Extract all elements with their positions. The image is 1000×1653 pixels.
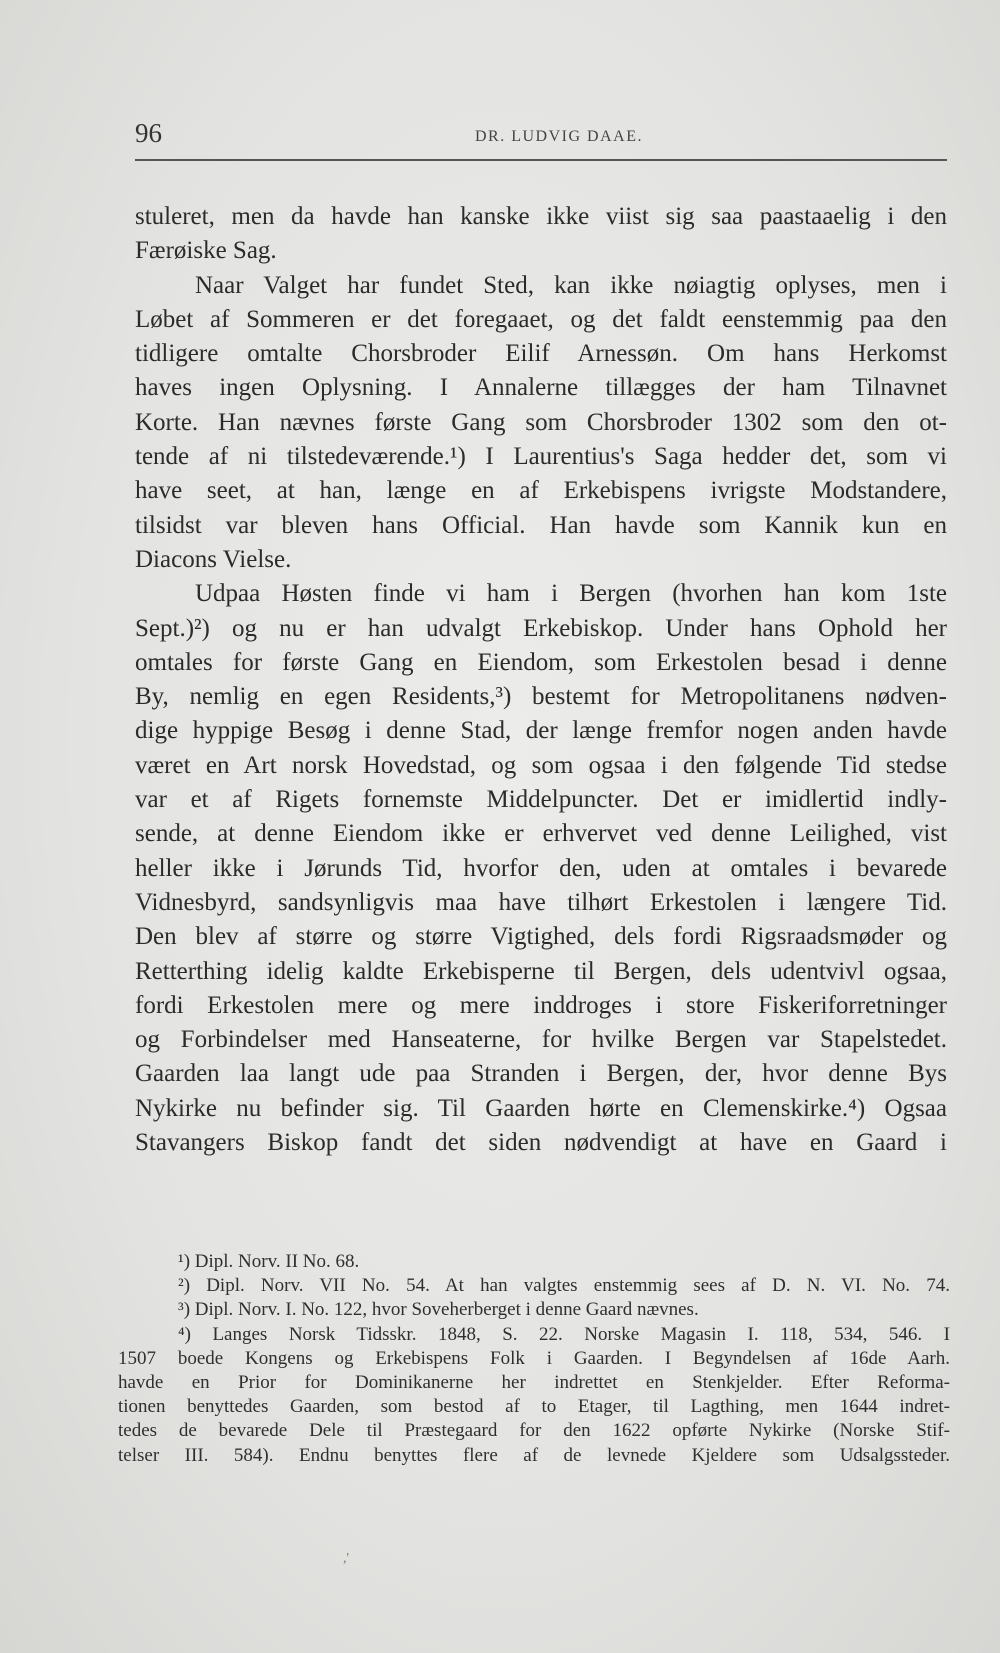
body-line: Diacons Vielse. — [135, 545, 292, 573]
body-line: By, nemlig en egen Residents,³) bestemt for Metropolitanens nødven- — [135, 683, 947, 711]
body-line: Naar Valget har fundet Sted, kan ikke nøiagtig oplyses, men i — [195, 271, 947, 299]
body-line: dige hyppige Besøg i denne Stad, der længe fremfor nogen anden havde — [135, 717, 947, 745]
body-line: have seet, at han, længe en af Erkebispens ivrigste Modstandere, — [135, 477, 947, 505]
body-line: været en Art norsk Hovedstad, og som ogsaa i den følgende Tid stedse — [135, 751, 947, 779]
footnote-line: havde en Prior for Dominikanerne her indrettet en Stenkjelder. Efter Reforma- — [118, 1371, 950, 1393]
body-line: tilsidst var bleven hans Official. Han havde som Kannik kun en — [135, 511, 947, 539]
paper-speck: ,' — [343, 1551, 350, 1566]
body-line: tidligere omtalte Chorsbroder Eilif Arnessøn. Om hans Herkomst — [135, 340, 947, 368]
footnote-line: ⁴) Langes Norsk Tidsskr. 1848, S. 22. Norske Magasin I. 118, 534, 546. I — [178, 1323, 950, 1345]
body-line: sende, at denne Eiendom ikke er erhvervet ved denne Leilighed, vist — [135, 820, 947, 848]
body-line: Den blev af større og større Vigtighed, dels fordi Rigsraadsmøder og — [135, 923, 947, 951]
body-line: fordi Erkestolen mere og mere inddroges i store Fiskeriforretninger — [135, 991, 947, 1019]
body-line: omtales for første Gang en Eiendom, som Erkestolen besad i denne — [135, 648, 947, 676]
body-line: Retterthing idelig kaldte Erkebisperne til Bergen, dels udentvivl ogsaa, — [135, 957, 947, 985]
footnote-line: telser III. 584). Endnu benyttes flere af de levnede Kjeldere som Udsalgssteder. — [118, 1444, 950, 1466]
body-line: var et af Rigets fornemste Middelpuncter. Det er imidlertid indly- — [135, 786, 947, 814]
footnote-line: 1507 boede Kongens og Erkebispens Folk i Gaarden. I Begyndelsen af 16de Aarh. — [118, 1347, 950, 1369]
body-line: Løbet af Sommeren er det foregaaet, og det faldt eenstemmig paa den — [135, 305, 947, 333]
body-line: Færøiske Sag. — [135, 237, 277, 265]
footnote-line: ¹) Dipl. Norv. II No. 68. — [178, 1251, 360, 1272]
body-line: haves ingen Oplysning. I Annalerne tillægges der ham Tilnavnet — [135, 374, 947, 402]
running-head: DR. LUDVIG DAAE. — [475, 128, 643, 145]
page-number: 96 — [135, 118, 162, 148]
page-header — [135, 118, 947, 162]
header-rule — [135, 159, 947, 161]
footnote-line: ²) Dipl. Norv. VII No. 54. At han valgtes enstemmig sees af D. N. VI. No. 74. — [178, 1275, 950, 1297]
body-line: Sept.)²) og nu er han udvalgt Erkebiskop. Under hans Ophold her — [135, 614, 947, 642]
body-line: Korte. Han nævnes første Gang som Chorsbroder 1302 som den ot- — [135, 408, 947, 436]
body-line: og Forbindelser med Hanseaterne, for hvilke Bergen var Stapelstedet. — [135, 1026, 947, 1054]
body-line: Vidnesbyrd, sandsynligvis maa have tilhørt Erkestolen i længere Tid. — [135, 888, 947, 916]
body-line: stuleret, men da havde han kanske ikke viist sig saa paastaaelig i den — [135, 203, 947, 230]
body-line: Udpaa Høsten finde vi ham i Bergen (hvorhen han kom 1ste — [195, 580, 947, 608]
body-line: Gaarden laa langt ude paa Stranden i Bergen, der, hvor denne Bys — [135, 1060, 947, 1088]
footnote-line: tedes de bevarede Dele til Præstegaard for den 1622 opførte Nykirke (Norske Stif- — [118, 1420, 950, 1442]
body-line: heller ikke i Jørunds Tid, hvorfor den, uden at omtales i bevarede — [135, 854, 947, 882]
footnote-line: tionen benyttedes Gaarden, som bestod af to Etager, til Lagthing, men 1644 indret- — [118, 1396, 950, 1418]
body-line: tende af ni tilstedeværende.¹) I Laurentius's Saga hedder det, som vi — [135, 443, 947, 471]
footnotes — [118, 1250, 950, 1468]
footnote-line: ³) Dipl. Norv. I. No. 122, hvor Soveherberget i denne Gaard nævnes. — [178, 1299, 699, 1321]
body-text — [135, 200, 947, 1160]
body-line: Stavangers Biskop fandt det siden nødvendigt at have en Gaard i — [135, 1129, 947, 1157]
body-line: Nykirke nu befinder sig. Til Gaarden hørte en Clemenskirke.⁴) Ogsaa — [135, 1094, 947, 1122]
